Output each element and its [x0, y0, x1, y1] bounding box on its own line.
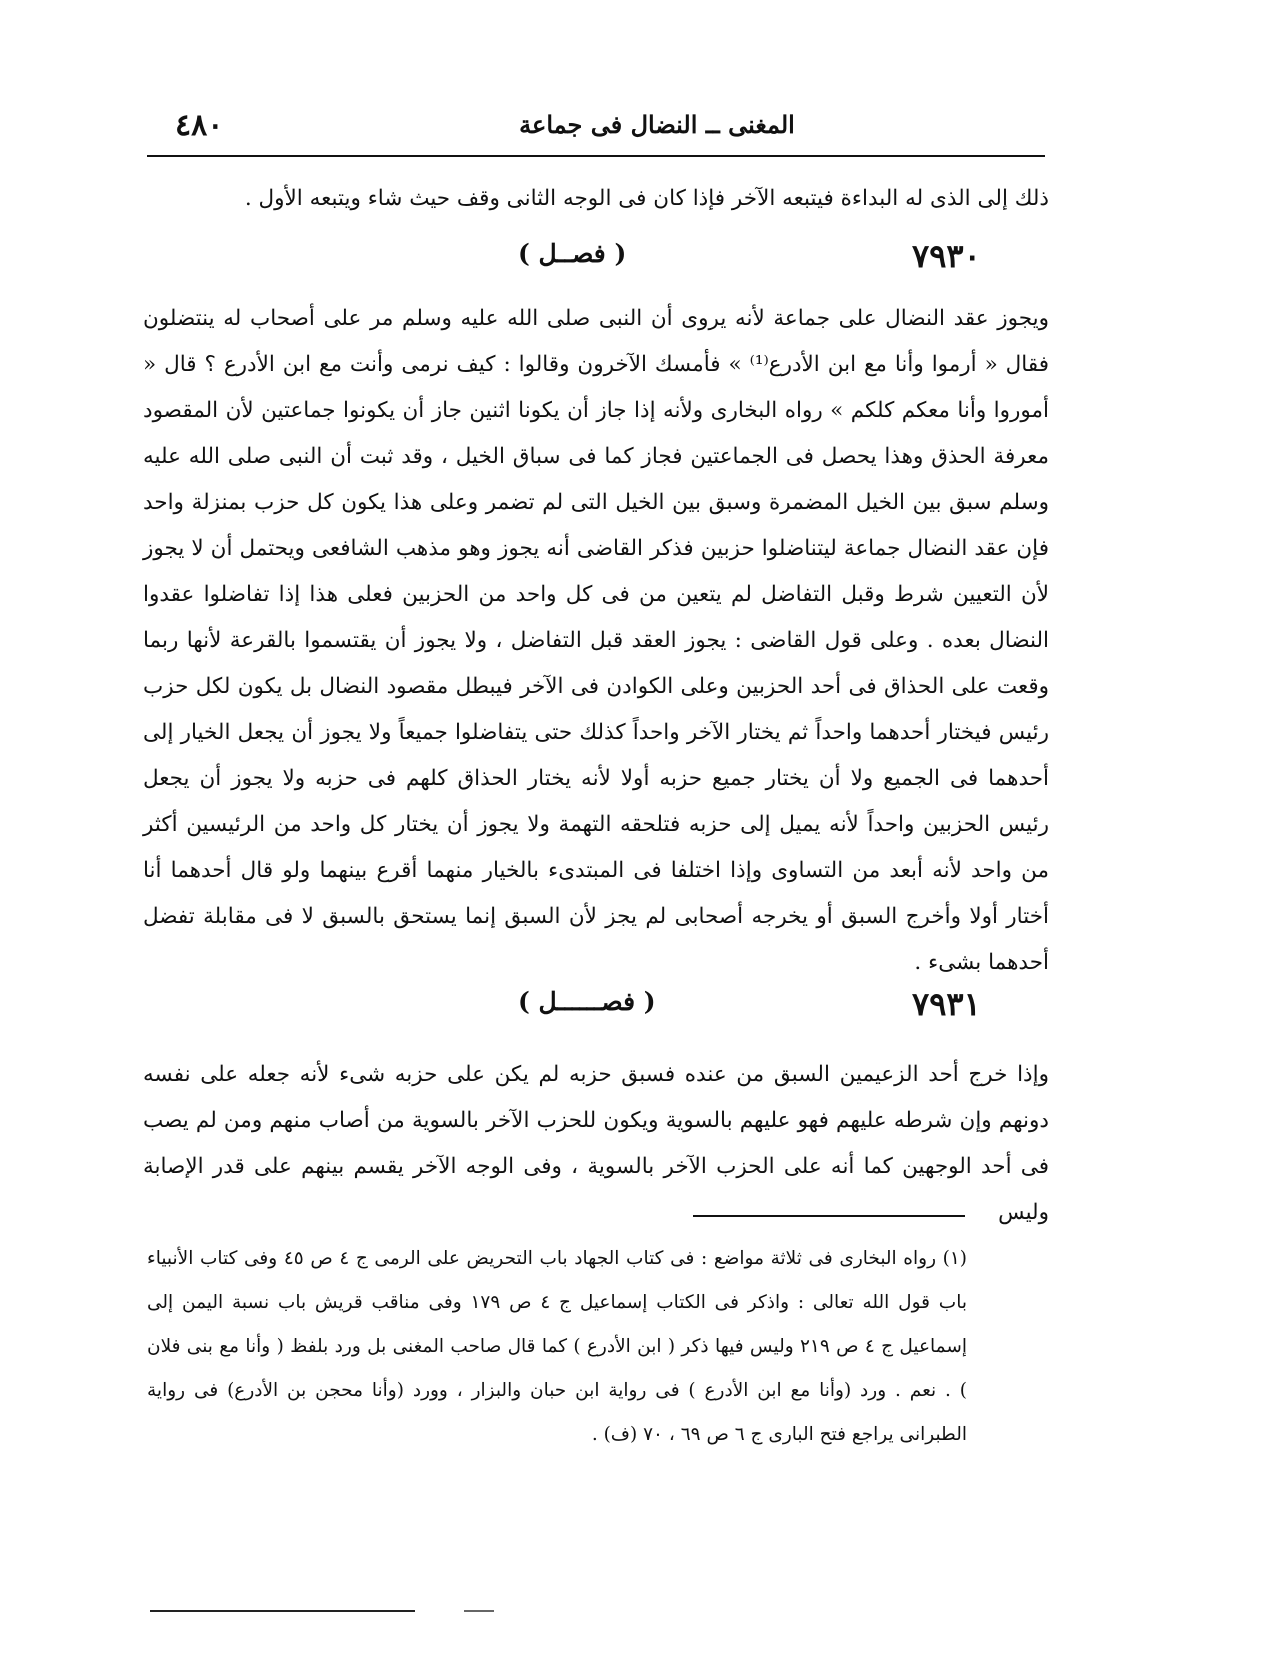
section-number: ٧٩٣١: [912, 985, 981, 1023]
page-number: ٤٨٠: [175, 108, 224, 143]
section-title: ( فصــل ): [518, 239, 627, 268]
footnote-rule: [693, 1215, 965, 1217]
section-title: ( فصــــــل ): [518, 987, 656, 1016]
running-head: المغنى ــ النضال فى جماعة: [519, 110, 795, 139]
bottom-rule: [150, 1610, 415, 1612]
section-7931-text: وإذا خرج أحد الزعيمين السبق من عنده فسبق حزبه لم يكن على حزبه شىء لأنه جعله على نفسه دونهم وإن شرطه عليهم فهو عليهم بالسوية ويكون للحزب الآخر بالسوية من أصاب منهم ومن لم يصب فى أحد الوجهين كما أنه على الحزب الآخر بالسوية ، وفى الوجه الآخر يقسم بينهم على قدر الإصابة وليس: [143, 1062, 1049, 1225]
page-header: [147, 108, 1045, 148]
footnote: (١) رواه البخارى فى ثلاثة مواضع : فى كتاب الجهاد باب التحريض على الرمى ج ٤ ص ٤٥ وفى كتاب الأنبياء باب قول الله تعالى : واذكر فى الكتاب إسماعيل ج ٤ ص ١٧٩ وفى مناقب قريش باب نسبة اليمن إلى إسماعيل ج ٤ ص ٢١٩ وليس فيها ذكر ( ابن الأدرع ) كما قال صاحب المغنى بل ورد بلفظ ( وأنا مع بنى فلان ) . نعم . ورد (وأنا مع ابن الأدرع ) فى رواية ابن حبان والبزار ، وورد (وأنا محجن بن الأدرع) فى رواية الطبرانى يراجع فتح البارى ج ٦ ص ٦٩ ، ٧٠ (ف) .: [147, 1248, 967, 1445]
bottom-rule-mark: [464, 1610, 494, 1612]
section-number: ٧٩٣٠: [912, 237, 981, 275]
section-heading-7930: [470, 237, 981, 287]
section-7930-text: ويجوز عقد النضال على جماعة لأنه يروى أن النبى صلى الله عليه وسلم مر على أصحاب له ينتضلون فقال « أرموا وأنا مع ابن الأدرع⁽¹⁾ » فأمسك الآخرون وقالوا : كيف نرمى وأنت مع ابن الأدرع ؟ قال « أموروا وأنا معكم كلكم » رواه البخارى ولأنه إذا جاز أن يكونا اثنين جاز أن يكونوا جماعتين لأن المقصود معرفة الحذق وهذا يحصل فى الجماعتين فجاز كما فى سباق الخيل ، وقد ثبت أن النبى صلى الله عليه وسلم سبق بين الخيل المضمرة وسبق بين الخيل التى لم تضمر وعلى هذا يكون كل حزب بمنزلة واحد فإن عقد النضال جماعة ليتناضلوا حزبين فذكر القاضى أنه يجوز وهو مذهب الشافعى ويحتمل أن لا يجوز لأن التعيين شرط وقبل التفاضل لم يتعين من فى كل واحد من الحزبين فعلى هذا إذا تفاضلوا عقدوا النضال بعده . وعلى قول القاضى : يجوز العقد قبل التفاضل ، ولا يجوز أن يقتسموا بالقرعة لأنها ربما وقعت على الحذاق فى أحد الحزبين وعلى الكوادن فى الآخر فيبطل مقصود النضال بل يكون لكل حزب رئيس فيختار أحدهما واحداً ثم يختار الآخر واحداً كذلك حتى يتفاضلوا جميعاً ولا يجوز أن يجعل الخيار إلى أحدهما فى الجميع ولا أن يختار جميع حزبه أولا لأنه يختار الحذاق كلهم فى حزبه ولا يجوز أن يجعل رئيس الحزبين واحداً لأنه يميل إلى حزبه فتلحقه التهمة ولا يجوز أن يختار كل واحد من الرئيسين أكثر من واحد لأنه أبعد من التساوى وإذا اختلفا فى المبتدىء بالخيار منهما أقرع بينهما ولو قال أحدهما أنا أختار أولا وأخرج السبق أو يخرجه أصحابى لم يجز لأن السبق إنما يستحق بالسبق لا فى مقابلة تفضل أحدهما بشىء .: [143, 306, 1050, 975]
section-heading-7931: [470, 985, 981, 1035]
header-rule: [147, 155, 1045, 157]
intro-paragraph: ذلك إلى الذى له البداءة فيتبعه الآخر فإذا كان فى الوجه الثانى وقف حيث شاء ويتبعه الأول .: [244, 186, 1049, 211]
